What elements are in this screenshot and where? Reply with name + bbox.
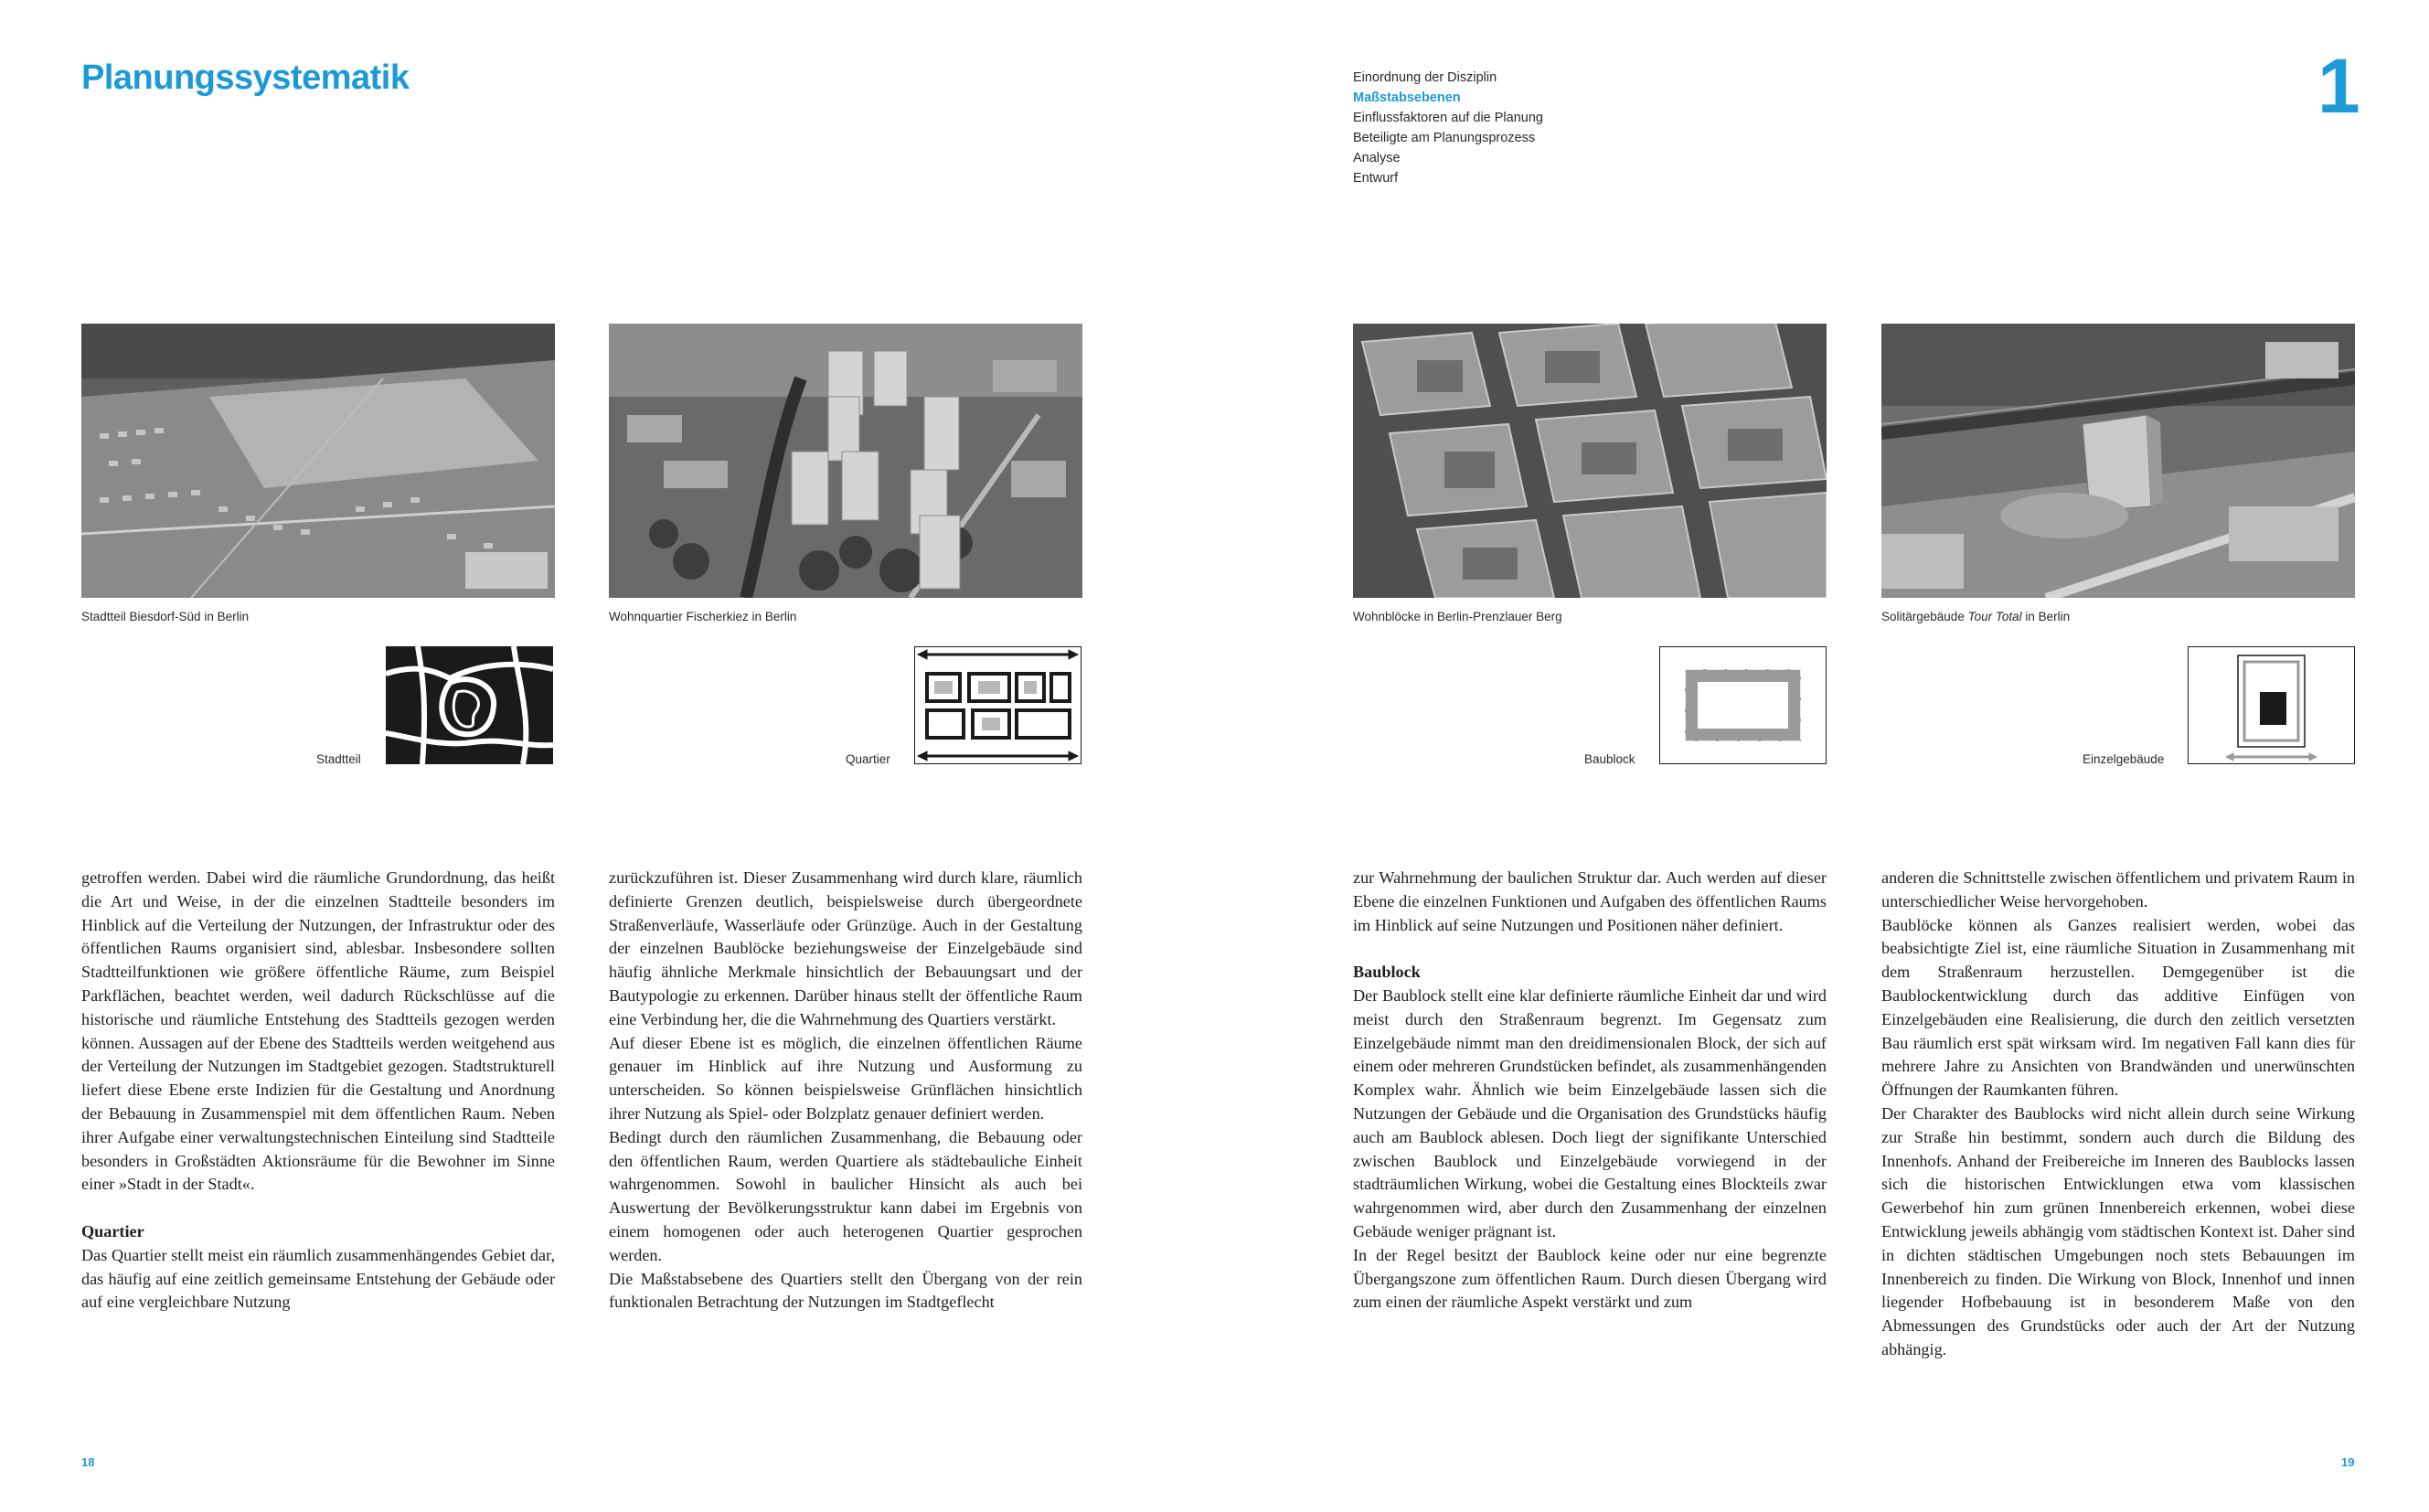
body-paragraph: In der Regel besitzt der Baublock keine oder nur eine begrenzte Übergangszone zum öffentlichen Raum. Durch diesen Übergang wird zum einen der räumliche Aspekt verstärkt und zum <box>1353 1245 1827 1312</box>
photo-caption: Stadtteil Biesdorf-Süd in Berlin <box>81 610 250 623</box>
diagram-stadtteil <box>386 646 553 764</box>
toc-item-active[interactable]: Maßstabsebenen <box>1353 91 1461 105</box>
body-paragraph: Das Quartier stellt meist ein räumlich zusammenhängendes Gebiet dar, das häufig auf eine zeitlich gemeinsame Entstehung der Gebäude oder auf eine vergleichbare Nutzung <box>81 1245 555 1312</box>
diagram-einzelgebaeude <box>2188 646 2355 764</box>
body-paragraph: Bedingt durch den räumlichen Zusammenhang, die Bebauung oder den öffentlichen Raum, werden Quartiere als städtebauliche Einheit wahrgenommen. Sowohl in baulicher Hinsicht als auch bei Auswertung der Bevölkerungsstruktur kann dabei im Ergebnis von einem homogenen oder auch heterogenen Quartier gesprochen werden. <box>609 1127 1082 1264</box>
toc-item[interactable]: Entwurf <box>1353 171 1399 186</box>
toc-item[interactable]: Beteiligte am Planungsprozess <box>1353 131 1536 145</box>
diagram-label: Quartier <box>846 752 890 766</box>
section-heading-quartier: Quartier <box>81 1221 144 1240</box>
aerial-photo-stadtteil <box>81 324 555 598</box>
aerial-photo-baublock <box>1353 324 1827 598</box>
chapter-number: 1 <box>2317 43 2360 129</box>
chapter-title: Planungssystematik <box>81 59 410 97</box>
diagram-baublock <box>1659 646 1827 764</box>
toc-item[interactable]: Einflussfaktoren auf die Planung <box>1353 111 1543 125</box>
text-column-2 <box>609 867 1082 1315</box>
body-paragraph: anderen die Schnittstelle zwischen öffentlichem und privatem Raum in unterschiedlicher Weise hervorgehoben. <box>1881 868 2355 910</box>
aerial-photo-quartier <box>609 324 1082 598</box>
diagram-label: Stadtteil <box>316 752 361 766</box>
body-paragraph: Baublöcke können als Ganzes realisiert werden, wobei das beabsichtigte Ziel ist, eine räumliche Situation in Zusammenhang mit dem Straßenraum herzustellen. Demgegenüber ist die Baublockentwicklung durch das additive Einfügen von Einzelgebäuden eine Realisierung, die durch den zeitlich versetzten Bau räumlich erst spät wirksam wird. Im negativen Fall kann dies für mehrere Jahre zu Ansichten von Brandwänden und unerwünschten Öffnungen der Raumkanten führen. <box>1881 915 2355 1100</box>
toc-item[interactable]: Einordnung der Disziplin <box>1353 70 1497 85</box>
diagram-quartier <box>914 646 1081 764</box>
body-paragraph: Die Maßstabsebene des Quartiers stellt den Übergang von der rein funktionalen Betrachtung der Nutzungen im Stadtgeflecht <box>609 1269 1082 1312</box>
page-number-left: 18 <box>81 1455 95 1469</box>
page-number-right: 19 <box>2341 1455 2355 1469</box>
toc-item[interactable]: Analyse <box>1353 151 1401 165</box>
photo-caption: Wohnquartier Fischerkiez in Berlin <box>609 610 797 623</box>
section-heading-baublock: Baublock <box>1353 963 1421 982</box>
text-column-3 <box>1353 867 1827 1315</box>
diagram-label: Baublock <box>1584 752 1635 766</box>
body-paragraph: Der Charakter des Baublocks wird nicht allein durch seine Wirkung zur Straße hin bestimmt, sondern auch durch die Bildung des Innenhofs. Anhand der Freibereiche im Inneren des Baublocks lassen sich die historischen Entwicklungen etwa vom klassischen Gewerbehof hin zum grünen Innenbereich erkennen, wobei diese Entwicklung jeweils abhängig vom städtischen Kontext ist. Daher sind in dichten städtischen Umgebungen noch stets Bebauungen im Innenbereich zu finden. Die Wirkung von Block, Innenhof und innen liegender Hofbebauung ist in besonderem Maße von den Abmessungen des Grundstücks oder auch der Art der Nutzung abhängig. <box>1881 1103 2355 1358</box>
diagram-label: Einzelgebäude <box>2083 752 2165 766</box>
body-paragraph: getroffen werden. Dabei wird die räumliche Grundordnung, das heißt die Art und Weise, in der die einzelnen Stadtteile besonders im Hinblick auf die Verteilung der Nutzungen, der Infrastruktur oder des öffentlichen Raums organisiert sind, ablesbar. Insbesondere sollten Stadtteilfunktionen wie größere öffentliche Räume, zum Beispiel Parkflächen, beachtet werden, weil dadurch Rückschlüsse auf die historische und räumliche Entstehung des Stadtteils gezogen werden können. Aussagen auf der Ebene des Stadtteils werden weitgehend aus der Verteilung der Nutzungen im Stadtgebiet gezogen. Stadtstrukturell liefert diese Ebene erste Indizien für die Gestaltung und Anordnung der Bebauung in Zusammenspiel mit dem öffentlichen Raum. Neben ihrer Aufgabe einer verwaltungstechnischen Einteilung sind Stadtteile besonders in Großstädten Aktionsräume für die Bewohner im Sinne einer »Stadt in der Stadt«. <box>81 868 555 1194</box>
chapter-toc <box>1353 68 1543 188</box>
body-paragraph: Der Baublock stellt eine klar definierte räumliche Einheit dar und wird meist durch den Straßenraum begrenzt. Im Gegensatz zum Einzelgebäude nimmt man den dreidimensionalen Block, der sich auf einem oder mehreren Grundstücken befindet, als zusammenhängenden Komplex wahr. Ähnlich wie beim Einzelgebäude lassen sich die Nutzungen der Gebäude und die Organisation des Grundstücks häufig auch am Baublock ablesen. Doch liegt der signifikante Unterschied zwischen Baublock und Einzelgebäude vorwiegend in der stadträumlichen Wirkung, wobei die Gestaltung eines Blockteils zwar wahrgenommen wird, aber durch den Zusammenhang der einzelnen Gebäude weniger prägnant ist. <box>1353 985 1827 1240</box>
photo-caption: Solitärgebäude Tour Total in Berlin <box>1881 610 2071 623</box>
photo-caption: Wohnblöcke in Berlin-Prenzlauer Berg <box>1353 610 1562 623</box>
aerial-photo-einzelgebaeude <box>1881 324 2355 598</box>
body-paragraph: zurückzuführen ist. Dieser Zusammenhang wird durch klare, räumlich definierte Grenzen deutlich, beispielsweise durch übergeordnete Straßenverläufe, Wasserläufe oder Grünzüge. Auch in der Gestaltung der einzelnen Baublöcke beziehungsweise der Einzelgebäude sind häufig ähnliche Merkmale hinsichtlich der Bebauungsart und der Bautypologie zu erkennen. Darüber hinaus stellt der öffentliche Raum eine Verbindung her, die die Wahrnehmung des Quartiers verstärkt. <box>609 868 1082 1028</box>
text-column-4 <box>1881 867 2355 1362</box>
body-paragraph: zur Wahrnehmung der baulichen Struktur dar. Auch werden auf dieser Ebene die einzelnen Funktionen und Aufgaben des öffentlichen Raums im Hinblick auf seine Nutzungen und Positionen näher definiert. <box>1353 868 1827 934</box>
body-paragraph: Auf dieser Ebene ist es möglich, die einzelnen öffentlichen Räume genauer im Hinblick auf ihre Nutzung und Ausformung zu unterscheiden. So können beispielsweise Grünflächen hinsichtlich ihrer Nutzung als Spiel- oder Bolzplatz genauer definiert werden. <box>609 1033 1082 1123</box>
text-column-1 <box>81 867 555 1315</box>
